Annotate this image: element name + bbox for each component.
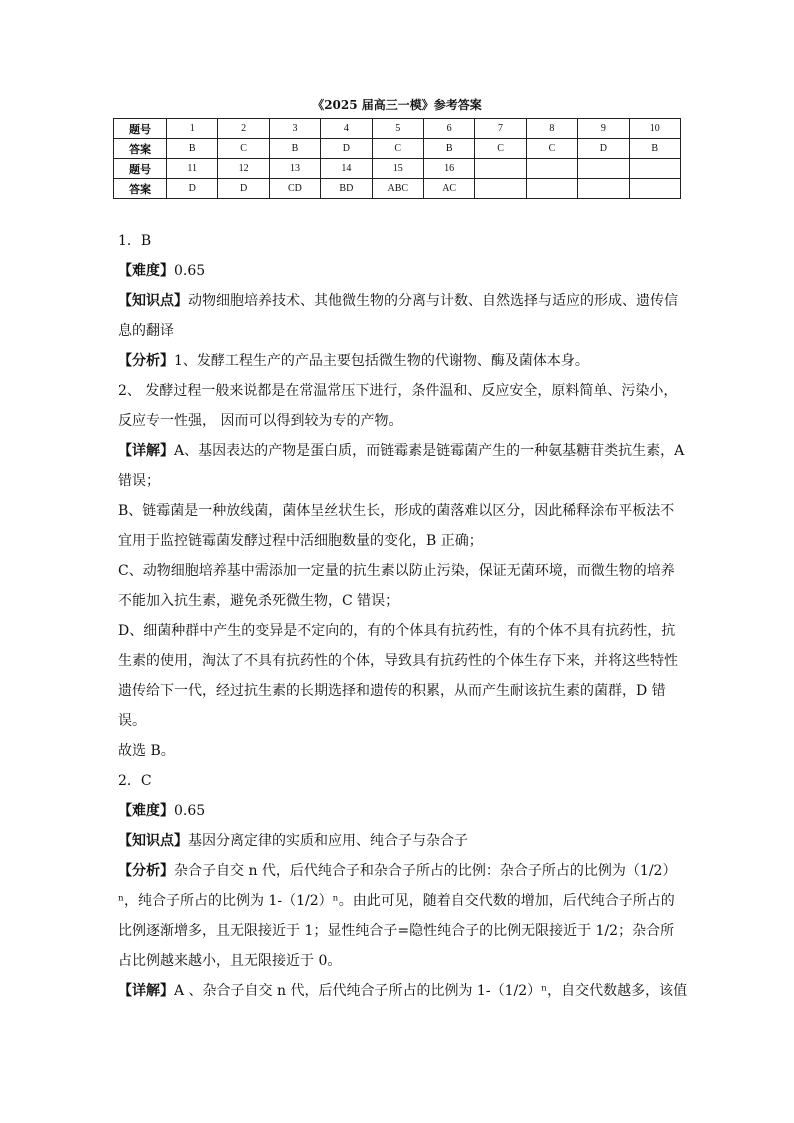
q2-difficulty: 【难度】0.65 bbox=[118, 803, 206, 819]
table-cell bbox=[475, 179, 526, 199]
table-cell: 5 bbox=[372, 119, 423, 139]
table-cell: 2 bbox=[218, 119, 269, 139]
q1-detail-a: 【详解】A、基因表达的产物是蛋白质，而链霉素是链霉菌产生的一种氨基糖苷类抗生素，A 错误； bbox=[118, 443, 685, 489]
q1-detail-d: D、细菌种群中产生的变异是不定向的，有的个体具有抗药性，有的个体不具有抗药性，抗生素的使用，淘汰了不具有抗药性的个体，导致具有抗药性的个体生存下来，并将这些特性遗传给下一代，经过抗生素的长期选择和遗传的积累，从而产生耐该抗生素的菌群，D 错误。 bbox=[118, 623, 678, 729]
table-row bbox=[114, 119, 681, 139]
table-cell: AC bbox=[423, 179, 474, 199]
q1-difficulty: 【难度】0.65 bbox=[118, 263, 206, 279]
table-cell: B bbox=[167, 139, 218, 159]
table-row bbox=[114, 179, 681, 199]
q1-conclusion: 故选 B。 bbox=[118, 743, 175, 759]
row-header: 答案 bbox=[114, 139, 167, 159]
table-cell: C bbox=[372, 139, 423, 159]
table-cell: 13 bbox=[269, 159, 320, 179]
table-cell: 7 bbox=[475, 119, 526, 139]
table-cell: C bbox=[526, 139, 577, 159]
table-cell: 1 bbox=[167, 119, 218, 139]
table-cell: 4 bbox=[321, 119, 372, 139]
q1-detail-b: B、链霉菌是一种放线菌，菌体呈丝状生长，形成的菌落难以区分，因此稀释涂布平板法不宜用于监控链霉菌发酵过程中活细胞数量的变化，B 正确； bbox=[118, 503, 675, 549]
q1-detail-c: C、动物细胞培养基中需添加一定量的抗生素以防止污染，保证无菌环境，而微生物的培养不能加入抗生素，避免杀死微生物，C 错误； bbox=[118, 563, 675, 609]
table-cell bbox=[629, 179, 680, 199]
row-header: 题号 bbox=[114, 119, 167, 139]
q1-knowledge: 【知识点】动物细胞培养技术、其他微生物的分离与计数、自然选择与适应的形成、遗传信息的翻译 bbox=[118, 293, 678, 339]
table-cell: D bbox=[218, 179, 269, 199]
table-cell: 16 bbox=[423, 159, 474, 179]
table-row bbox=[114, 139, 681, 159]
q2-answer: 2．C bbox=[118, 773, 152, 789]
q1-analysis: 【分析】1、发酵工程生产的产品主要包括微生物的代谢物、酶及菌体本身。 bbox=[118, 353, 589, 369]
table-cell bbox=[629, 159, 680, 179]
q2-detail-a: 【详解】A 、杂合子自交 n 代，后代纯合子所占的比例为 1-（1/2）ⁿ，自交代数越多，该值 bbox=[118, 983, 688, 999]
q2-analysis: 【分析】杂合子自交 n 代，后代纯合子和杂合子所占的比例：杂合子所占的比例为（1/2）ⁿ，纯合子所占的比例为 1-（1/2）ⁿ。由此可见，随着自交代数的增加，后代纯合子所占的比例逐渐增多，且无限接近于 1；显性纯合子=隐性纯合子的比例无限接近于 1/2；杂合所占比例越来越小，且无限接近于 0。 bbox=[118, 863, 677, 969]
table-row bbox=[114, 159, 681, 179]
table-cell: CD bbox=[269, 179, 320, 199]
table-cell bbox=[578, 179, 629, 199]
table-cell bbox=[475, 159, 526, 179]
table-cell: 11 bbox=[167, 159, 218, 179]
q1-answer: 1．B bbox=[118, 233, 152, 249]
q1-analysis-2: 2、 发酵过程一般来说都是在常温常压下进行，条件温和、反应安全，原料简单、污染小，反应专一性强， 因而可以得到较为专的产物。 bbox=[118, 383, 678, 429]
table-cell: 10 bbox=[629, 119, 680, 139]
table-cell: D bbox=[167, 179, 218, 199]
table-cell: C bbox=[475, 139, 526, 159]
table-cell bbox=[526, 159, 577, 179]
table-cell: 15 bbox=[372, 159, 423, 179]
table-cell: B bbox=[423, 139, 474, 159]
table-cell: 14 bbox=[321, 159, 372, 179]
table-cell: B bbox=[269, 139, 320, 159]
row-header: 题号 bbox=[114, 159, 167, 179]
table-cell bbox=[578, 159, 629, 179]
table-cell: 12 bbox=[218, 159, 269, 179]
table-cell: 8 bbox=[526, 119, 577, 139]
page-title: 《2025 届高三一模》参考答案 bbox=[312, 98, 482, 112]
table-cell: 6 bbox=[423, 119, 474, 139]
table-cell bbox=[526, 179, 577, 199]
table-cell: ABC bbox=[372, 179, 423, 199]
answer-table bbox=[113, 118, 681, 199]
q2-knowledge: 【知识点】基因分离定律的实质和应用、纯合子与杂合子 bbox=[118, 833, 468, 849]
table-cell: 9 bbox=[578, 119, 629, 139]
table-cell: 3 bbox=[269, 119, 320, 139]
table-cell: BD bbox=[321, 179, 372, 199]
table-cell: C bbox=[218, 139, 269, 159]
table-cell: D bbox=[321, 139, 372, 159]
answer-explanations bbox=[118, 226, 688, 1006]
row-header: 答案 bbox=[114, 179, 167, 199]
table-cell: B bbox=[629, 139, 680, 159]
table-cell: D bbox=[578, 139, 629, 159]
